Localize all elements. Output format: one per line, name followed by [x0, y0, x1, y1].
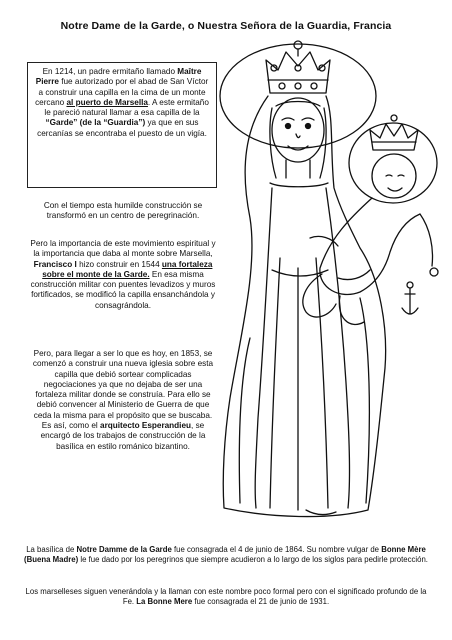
anchor-icon — [402, 282, 418, 314]
paragraph-text: Pero, para llegar a ser lo que es hoy, en 1853, se comenzó a construir una nueva iglesia sobre esta capilla que debió sortear complicadas negociaciones ya que no dejaba de ser una fortaleza militar donde se construía. Para ello se debió convencer al Ministerio de Guerra de que ceda la misma para el propósito que se buscaba. Es así, como el — [32, 349, 214, 431]
intro-bold-garde: “Garde” (de la “Guardia”) — [45, 118, 146, 128]
paragraph-text: Pero la importancia de este movimiento espiritual y la importancia que daba al monte sobre Marsella, — [30, 239, 216, 259]
footer-text: le fue dado por los peregrinos que siempre acudieron a lo largo de los siglos para pedirle protección. — [78, 555, 428, 564]
paragraph-2 — [30, 239, 216, 311]
footer-text: fue consagrada el 4 de junio de 1864. Su nombre vulgar de — [171, 545, 382, 554]
bold-arquitecto: arquitecto Esperandieu — [100, 421, 192, 431]
paragraph-text: hizo construir en 1544 — [76, 259, 162, 269]
intro-bold-name: Maître Pierre — [35, 67, 202, 87]
page-title: Notre Dame de la Garde, o Nuestra Señora de la Guardia, Francia — [60, 20, 392, 32]
paragraph-text: En esa misma construcción militar con puentes levadizos y muros fortificados, se modificó la capilla ensanchándola y consagrándola. — [30, 269, 216, 310]
bold-basilica-name: Notre Damme de la Garde — [76, 545, 172, 554]
paragraph-1 — [30, 201, 216, 222]
mary-halo — [220, 44, 376, 148]
intro-text: fue autorizado por el abad de San Víctor a construir una capilla en la cima de un monte cercano — [35, 77, 209, 107]
virgin-and-child-illustration — [210, 38, 450, 538]
bold-bonne-mere: Bonne Mère (Buena Madre) — [24, 545, 426, 564]
footer-paragraph-2 — [20, 587, 432, 607]
mary-face — [272, 98, 324, 162]
intro-text: ya que en sus cercanías se encontraba el puesto de un vigía. — [37, 118, 207, 138]
footer-text: La basílica de — [26, 545, 77, 554]
intro-text: En 1214, un padre ermitaño llamado — [42, 67, 178, 76]
intro-bold-place: al puerto de Marsella — [66, 97, 148, 107]
footer-text: fue consagrada el 21 de junio de 1931. — [192, 597, 330, 606]
bold-la-bonne-mere: La Bonne Mere — [136, 597, 193, 606]
intro-box — [27, 62, 217, 188]
child-body — [320, 198, 420, 295]
paragraph-1-text: Con el tiempo esta humilde construcción se transformó en un centro de peregrinación. — [43, 201, 203, 221]
paragraph-text: , se encargó de los trabajos de construcción de la basílica en estilo románico bizantino. — [40, 421, 206, 451]
footer-paragraph-1 — [20, 545, 432, 565]
mary-dress — [255, 188, 349, 508]
child-crown-icon — [370, 115, 418, 150]
bold-francisco: Francisco I — [33, 259, 77, 269]
footer-text: Los marselleses siguen venerándola y la llaman con este nombre poco formal pero con el significado profundo de la Fe. — [25, 587, 427, 606]
bold-fortaleza: una fortaleza sobre el monte de la Garde. — [42, 259, 213, 279]
intro-text: . A este ermitaño le pareció natural llamar a esa capilla de la — [44, 97, 209, 118]
mary-crown-icon — [266, 41, 330, 93]
paragraph-3 — [30, 349, 216, 452]
